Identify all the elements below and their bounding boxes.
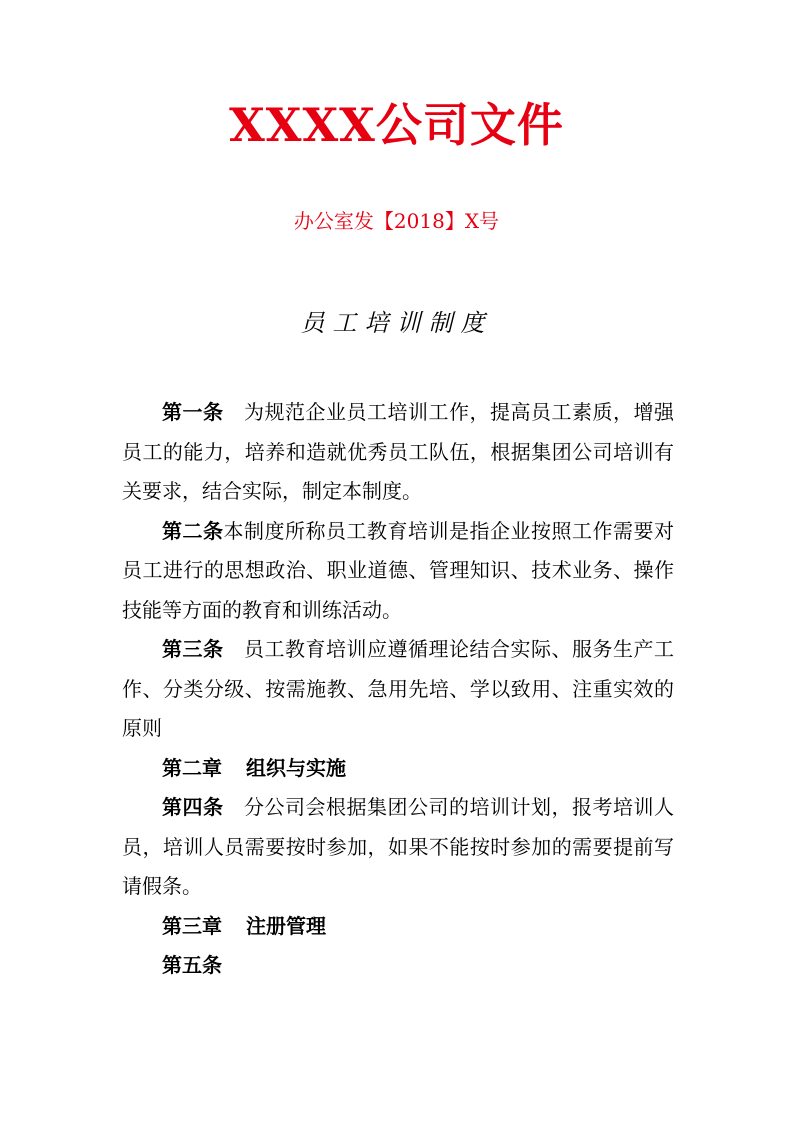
document-header-title: XXXX公司文件 [229, 98, 564, 152]
article-2-label: 第二条 [162, 518, 224, 543]
article-5 [122, 946, 674, 986]
chapter-3-title: 注册管理 [246, 913, 326, 938]
article-1-label: 第一条 [162, 400, 224, 424]
chapter-2-number: 第二章 [162, 755, 222, 780]
article-4 [122, 788, 674, 907]
document-number: 办公室发【2018】X号 [293, 209, 500, 233]
chapter-3-number: 第三章 [162, 913, 222, 938]
article-3 [122, 630, 674, 749]
article-2-text: 本制度所称员工教育培训是指企业按照工作需要对员工进行的思想政治、职业道德、管理知识、技术业务、操作技能等方面的教育和训练活动。 [122, 518, 674, 622]
article-5-label: 第五条 [162, 953, 222, 977]
article-2 [122, 512, 674, 631]
article-1-text: 为规范企业员工培训工作，提高员工素质，增强员工的能力，培养和造就优秀员工队伍，根据集团公司培训有关要求，结合实际，制定本制度。 [122, 400, 674, 503]
article-4-label: 第四条 [162, 795, 224, 819]
chapter-2-title: 组织与实施 [246, 755, 346, 780]
article-4-text: 分公司会根据集团公司的培训计划，报考培训人员，培训人员需要按时参加，如果不能按时参加的需要提前写请假条。 [122, 795, 674, 898]
chapter-2-heading [122, 749, 674, 789]
article-3-label: 第三条 [162, 637, 224, 661]
article-1 [122, 393, 674, 512]
article-3-text: 员工教育培训应遵循理论结合实际、服务生产工作、分类分级、按需施教、急用先培、学以致用、注重实效的原则 [122, 637, 674, 740]
document-title: 员工培训制度 [300, 309, 493, 337]
document-body [122, 393, 674, 986]
chapter-3-heading [122, 907, 674, 947]
